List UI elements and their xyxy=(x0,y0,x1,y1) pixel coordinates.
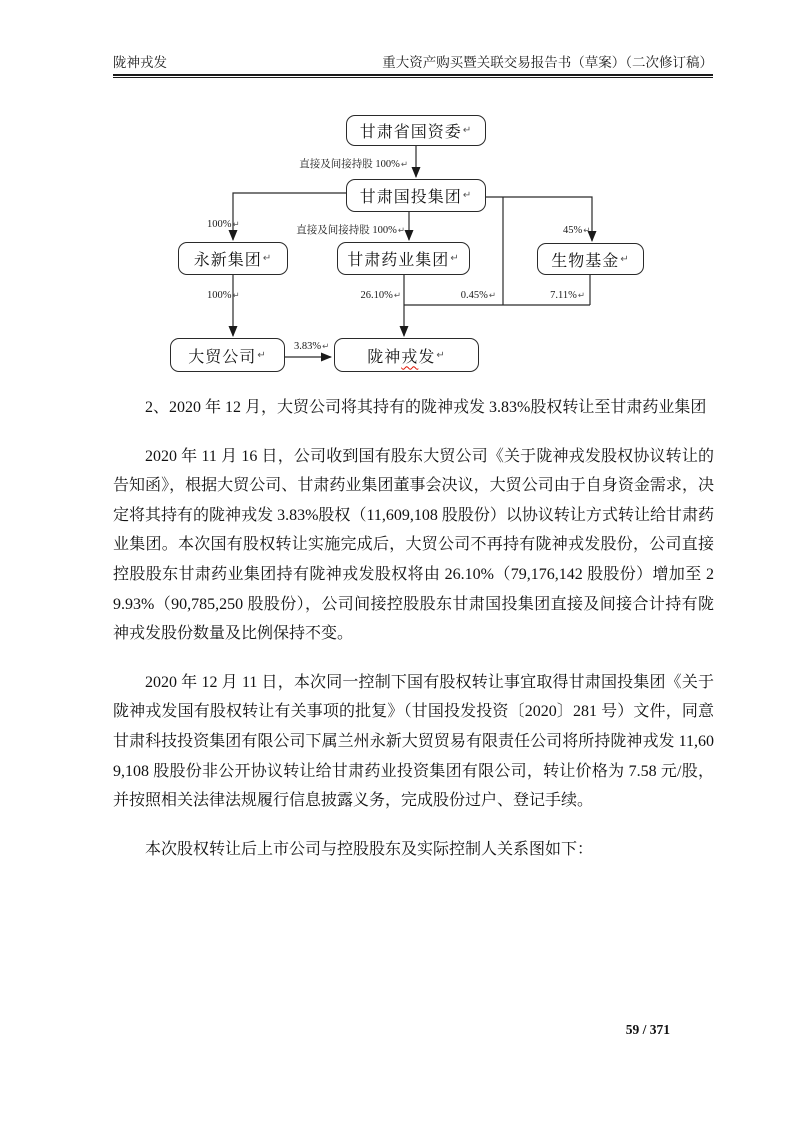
node-label: 甘肃省国资委 xyxy=(359,124,462,141)
edge-label-guotou-yongxin: 100%↵ xyxy=(207,219,240,230)
paragraph-mark: ↵ xyxy=(393,291,401,301)
edge-label-guotou-longshen: 0.45%↵ xyxy=(460,290,496,301)
paragraph: 2020 年 12 月 11 日，本次同一控制下国有股权转让事宜取得甘肃国投集团《关于陇神戎发国有股权转让有关事项的批复》（甘国投发投资〔2020〕281 号）文件，同意甘肃科技投资集团有限公司下属兰州永新大贸贸易有限责任公司将所持陇神戎发 11,609,108 股股份非公开协议转让给甘肃药业投资集团有限公司，转让价格为 7.58 元/股，并按照相关法律法规履行信息披露义务，完成股份过户、登记手续。 xyxy=(113,673,714,810)
edge-label-yaoye-longshen: 26.10%↵ xyxy=(360,290,401,301)
paragraph-mark: ↵ xyxy=(397,226,405,236)
paragraph-mark: ↵ xyxy=(257,349,267,361)
paragraph-mark: ↵ xyxy=(400,160,408,170)
edge-label-shengwu-longshen: 7.11%↵ xyxy=(550,290,585,301)
node-label: 甘肃药业集团 xyxy=(347,252,450,269)
node-gansu-pharma-group xyxy=(337,242,470,275)
edge-label-yongxin-damao: 100%↵ xyxy=(207,290,240,301)
node-label: 大贸公司 xyxy=(188,348,257,366)
node-label: 甘肃国投集团 xyxy=(359,189,462,206)
node-gansu-guotou-group xyxy=(346,179,486,212)
body-text xyxy=(113,393,714,883)
paragraph-mark: ↵ xyxy=(462,190,473,201)
edge-label-guotou-shengwu: 45%↵ xyxy=(563,225,591,236)
paragraph-mark: ↵ xyxy=(462,125,473,136)
edge-label-sasac-guotou: 直接及间接持股 100%↵ xyxy=(299,159,408,170)
paragraph-mark: ↵ xyxy=(232,220,240,230)
node-label: 生物基金 xyxy=(551,252,620,270)
edge-label-damao-longshen: 3.83%↵ xyxy=(294,341,330,352)
ownership-structure-diagram xyxy=(0,0,793,385)
paragraph-mark: ↵ xyxy=(488,291,496,301)
paragraph-mark: ↵ xyxy=(583,226,591,236)
paragraph-mark: ↵ xyxy=(322,342,330,352)
header-report-title: 重大资产购买暨关联交易报告书（草案）（二次修订稿） xyxy=(382,55,713,70)
edge-label-guotou-yaoye: 直接及间接持股 100%↵ xyxy=(296,225,405,236)
paragraph-mark: ↵ xyxy=(262,253,273,264)
paragraph-mark: ↵ xyxy=(232,291,240,301)
paragraph-mark: ↵ xyxy=(620,253,630,265)
node-longshen-rongfa xyxy=(334,338,479,372)
node-bio-fund xyxy=(537,243,644,275)
node-gansu-sasac xyxy=(346,115,486,146)
paragraph-mark: ↵ xyxy=(577,291,585,301)
header-company-name: 陇神戎发 xyxy=(113,55,167,70)
node-yongxin-group xyxy=(178,242,288,275)
node-label: 发 xyxy=(418,348,436,366)
paragraph: 2020 年 11 月 16 日，公司收到国有股东大贸公司《关于陇神戎发股权协议转让的告知函》，根据大贸公司、甘肃药业集团董事会决议，大贸公司由于自身资金需求，决定将其持有的陇神戎发 3.83%股权（11,609,108 股股份）以协议转让方式转让给甘肃药业集团。本次国有股权转让实施完成后，大贸公司不再持有陇神戎发股份，公司直接控股股东甘肃药业集团持有陇神戎发股权将由 26.10%（79,176,142 股股份）增加至 29.93%（90,785,250 股股份），公司间接控股股东甘肃国投集团直接及间接合计持有陇神戎发股份数量及比例保持不变。 xyxy=(113,447,714,643)
node-label: 永新集团 xyxy=(193,252,262,269)
page-number: 59 / 371 xyxy=(625,1022,670,1037)
section-heading: 2、2020 年 12 月，大贸公司将其持有的陇神戎发 3.83%股权转让至甘肃药业集团 xyxy=(145,399,707,416)
node-damao-company xyxy=(170,338,285,372)
paragraph: 本次股权转让后上市公司与控股股东及实际控制人关系图如下： xyxy=(145,840,594,858)
paragraph-mark: ↵ xyxy=(450,253,460,264)
node-label: 陇神 xyxy=(367,348,402,366)
node-label-spellcheck: 戎 xyxy=(401,348,419,366)
paragraph-mark: ↵ xyxy=(436,349,446,361)
